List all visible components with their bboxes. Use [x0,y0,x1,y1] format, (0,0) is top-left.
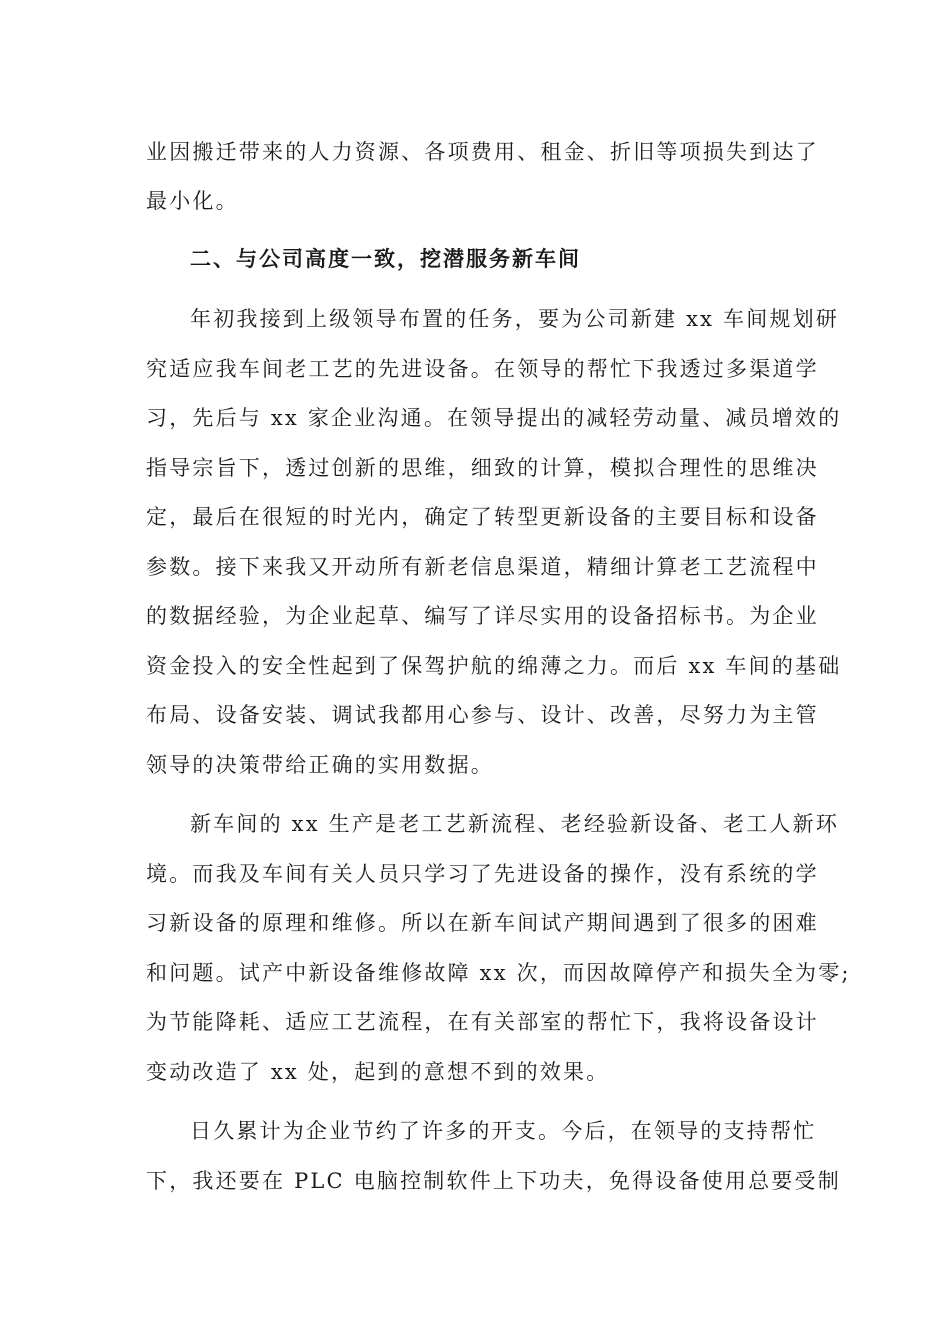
text-line: 日久累计为企业节约了许多的开支。今后，在领导的支持帮忙 [190,1119,817,1143]
text-line: 布局、设备安装、调试我都用心参与、设计、改善，尽努力为主管 [146,703,819,727]
section-heading: 二、与公司高度一致，挖潜服务新车间 [190,247,581,271]
text-line: 下，我还要在 PLC 电脑控制软件上下功夫，免得设备使用总要受制 [146,1169,841,1193]
text-line: 和问题。试产中新设备维修故障 xx 次，而因故障停产和损失全为零; [146,961,851,985]
text-line: 定，最后在很短的时光内，确定了转型更新设备的主要目标和设备 [146,505,819,529]
text-line: 最小化。 [146,189,239,213]
text-line: 指导宗旨下，透过创新的思维，细致的计算，模拟合理性的思维决 [146,456,819,480]
text-line: 参数。接下来我又开动所有新老信息渠道，精细计算老工艺流程中 [146,555,819,579]
text-line: 为节能降耗、适应工艺流程，在有关部室的帮忙下，我将设备设计 [146,1010,819,1034]
text-line: 年初我接到上级领导布置的任务，要为公司新建 xx 车间规划研 [190,307,840,331]
text-line: 习，先后与 xx 家企业沟通。在领导提出的减轻劳动量、减员增效的 [146,406,842,430]
text-line: 习新设备的原理和维修。所以在新车间试产期间遇到了很多的困难 [146,911,819,935]
text-line: 究适应我车间老工艺的先进设备。在领导的帮忙下我透过多渠道学 [146,357,819,381]
text-line: 变动改造了 xx 处，起到的意想不到的效果。 [146,1060,610,1084]
text-line: 资金投入的安全性起到了保驾护航的绵薄之力。而后 xx 车间的基础 [146,654,842,678]
text-line: 领导的决策带给正确的实用数据。 [146,753,494,777]
text-line: 的数据经验，为企业起草、编写了详尽实用的设备招标书。为企业 [146,604,819,628]
text-line: 业因搬迁带来的人力资源、各项费用、租金、折旧等项损失到达了 [146,140,819,164]
text-line: 新车间的 xx 生产是老工艺新流程、老经验新设备、老工人新环 [190,812,840,836]
text-line: 境。而我及车间有关人员只学习了先进设备的操作，没有系统的学 [146,862,819,886]
